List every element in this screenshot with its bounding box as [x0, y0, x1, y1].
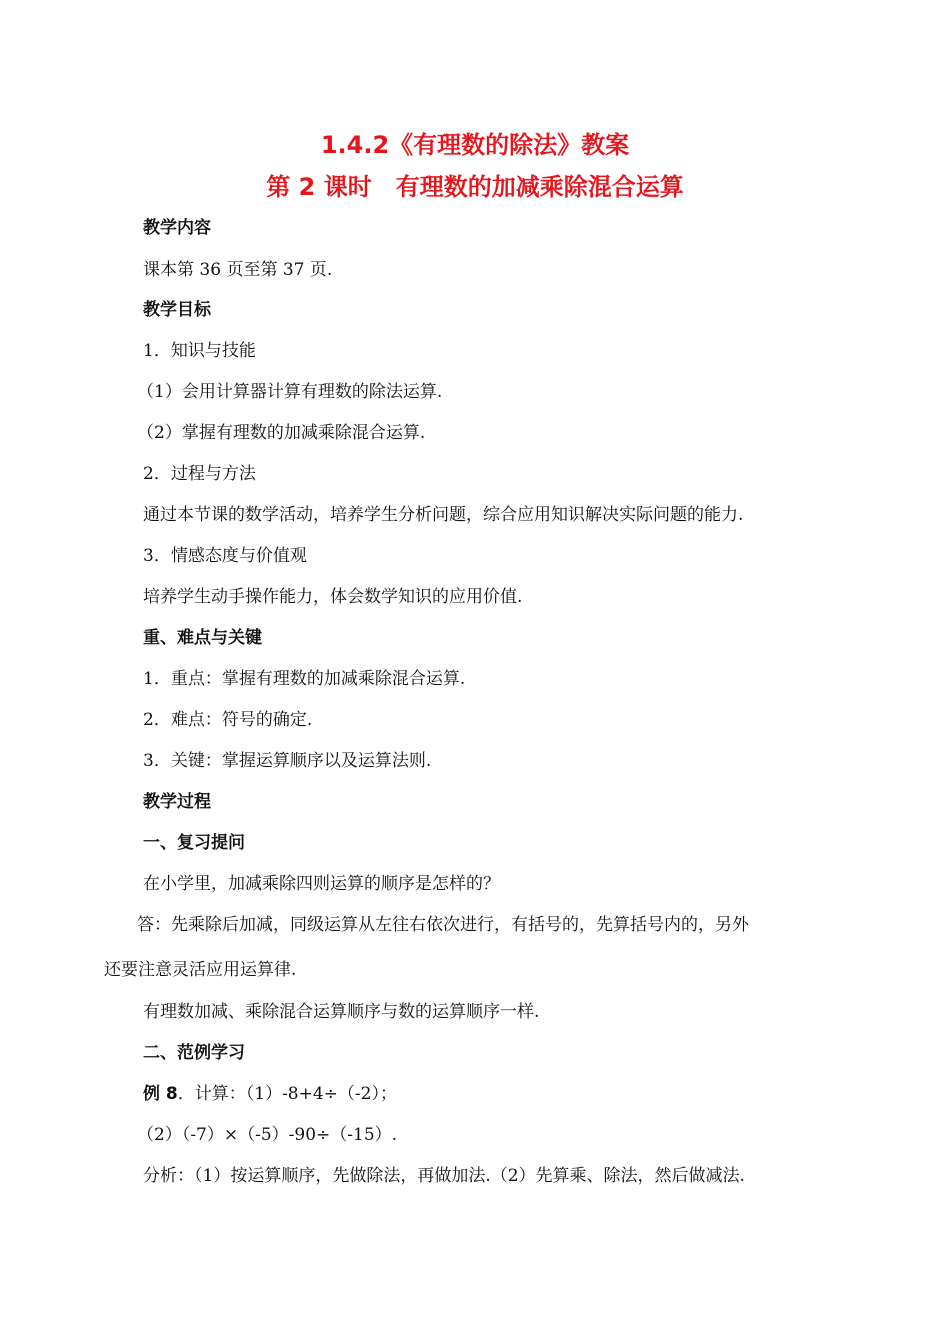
section-heading-content: 教学内容 — [143, 218, 211, 238]
section-heading-objectives: 教学目标 — [143, 300, 211, 320]
review-answer-line1: 答：先乘除后加减，同级运算从左往右依次进行，有括号的，先算括号内的，另外 — [137, 915, 749, 935]
review-question: 在小学里，加减乘除四则运算的顺序是怎样的？ — [143, 874, 500, 894]
objective-1b: （2）掌握有理数的加减乘除混合运算. — [137, 423, 426, 443]
section-heading-process: 教学过程 — [143, 792, 211, 812]
example-analysis: 分析：（1）按运算顺序，先做除法，再做加法.（2）先算乘、除法，然后做减法. — [143, 1166, 745, 1186]
example-label: 例 8 — [143, 1084, 178, 1104]
objective-2: 2．过程与方法 — [143, 464, 256, 484]
objective-3-text: 培养学生动手操作能力，体会数学知识的应用价值. — [143, 587, 523, 607]
example-8-line2: （2）（-7）×（-5）-90÷（-15）. — [137, 1125, 398, 1145]
key-point-3: 3．关键：掌握运算顺序以及运算法则. — [143, 751, 432, 771]
objective-1a: （1）会用计算器计算有理数的除法运算. — [137, 382, 443, 402]
subsection-heading-review: 一、复习提问 — [143, 833, 245, 853]
key-point-2: 2．难点：符号的确定. — [143, 710, 313, 730]
key-point-1: 1．重点：掌握有理数的加减乘除混合运算. — [143, 669, 466, 689]
subsection-heading-examples: 二、范例学习 — [143, 1043, 245, 1063]
review-answer-line2: 还要注意灵活应用运算律. — [104, 960, 297, 980]
section-heading-key-points: 重、难点与关键 — [143, 628, 262, 648]
content-text: 课本第 36 页至第 37 页. — [143, 260, 333, 280]
objective-1: 1．知识与技能 — [143, 341, 256, 361]
review-note: 有理数加减、乘除混合运算顺序与数的运算顺序一样. — [143, 1002, 540, 1022]
example-8-text: ．计算：（1）-8+4÷（-2）； — [177, 1084, 397, 1104]
objective-2-text: 通过本节课的数学活动，培养学生分析问题，综合应用知识解决实际问题的能力. — [143, 505, 744, 525]
document-title: 1.4.2《有理数的除法》教案 — [320, 131, 630, 159]
document-subtitle: 第 2 课时 有理数的加减乘除混合运算 — [266, 173, 684, 201]
objective-3: 3．情感态度与价值观 — [143, 546, 307, 566]
example-8-line1 — [143, 1082, 397, 1106]
